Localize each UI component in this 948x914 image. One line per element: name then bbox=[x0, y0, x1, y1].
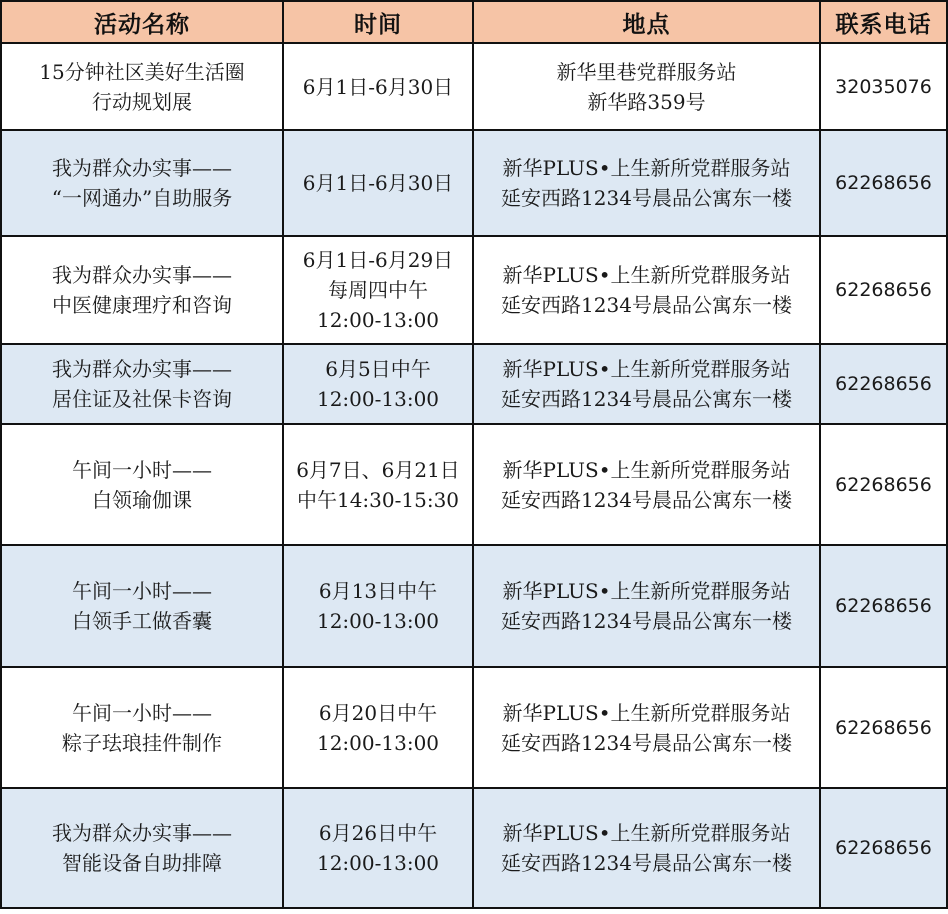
location-line: 延安西路1234号晨品公寓东一楼 bbox=[501, 293, 792, 317]
name-line: 我为群众办实事—— bbox=[52, 821, 232, 845]
name-line: 午间一小时—— bbox=[72, 457, 212, 482]
table-row bbox=[1, 667, 947, 788]
location-line: 新华PLUS•上生新所党群服务站 bbox=[502, 156, 791, 180]
cell-activity-name bbox=[1, 545, 283, 667]
location-line: 延安西路1234号晨品公寓东一楼 bbox=[501, 186, 792, 210]
table-row bbox=[1, 424, 947, 545]
time-line: 6月7日、6月21日 bbox=[296, 457, 460, 482]
header-activity-name: 活动名称 bbox=[1, 1, 283, 43]
cell-time bbox=[283, 788, 473, 908]
time-line: 6月13日中午 bbox=[318, 579, 438, 603]
cell-time bbox=[283, 424, 473, 545]
name-line: 居住证及社保卡咨询 bbox=[52, 387, 232, 411]
time-line: 12:00-13:00 bbox=[316, 851, 440, 875]
cell-phone: 62268656 bbox=[820, 788, 947, 908]
name-line: 我为群众办实事—— bbox=[52, 156, 232, 180]
cell-location bbox=[473, 236, 820, 344]
header-location: 地点 bbox=[473, 1, 820, 43]
name-line: “一网通办”自助服务 bbox=[51, 186, 233, 210]
cell-location bbox=[473, 788, 820, 908]
location-line: 新华PLUS•上生新所党群服务站 bbox=[502, 579, 791, 603]
cell-time bbox=[283, 545, 473, 667]
cell-location bbox=[473, 130, 820, 236]
time-line: 12:00-13:00 bbox=[316, 387, 440, 411]
location-line: 延安西路1234号晨品公寓东一楼 bbox=[501, 730, 792, 755]
time-line: 12:00-13:00 bbox=[316, 730, 440, 755]
time-line: 12:00-13:00 bbox=[316, 308, 440, 332]
location-line: 新华PLUS•上生新所党群服务站 bbox=[502, 357, 791, 381]
time-line: 12:00-13:00 bbox=[316, 609, 440, 633]
cell-phone: 32035076 bbox=[820, 43, 947, 130]
cell-location bbox=[473, 545, 820, 667]
table-row bbox=[1, 788, 947, 908]
name-line: 白领瑜伽课 bbox=[92, 487, 192, 512]
table-row bbox=[1, 130, 947, 236]
name-line: 行动规划展 bbox=[92, 89, 192, 114]
time-line: 6月20日中午 bbox=[318, 700, 438, 725]
table-row bbox=[1, 344, 947, 424]
cell-time bbox=[283, 130, 473, 236]
location-line: 新华PLUS•上生新所党群服务站 bbox=[502, 263, 791, 287]
name-line: 午间一小时—— bbox=[72, 579, 212, 603]
cell-phone: 62268656 bbox=[820, 424, 947, 545]
cell-activity-name bbox=[1, 788, 283, 908]
time-line: 6月1日-6月30日 bbox=[302, 74, 454, 99]
cell-time bbox=[283, 344, 473, 424]
header-time: 时间 bbox=[283, 1, 473, 43]
location-line: 新华PLUS•上生新所党群服务站 bbox=[502, 700, 791, 725]
cell-activity-name bbox=[1, 344, 283, 424]
header-phone: 联系电话 bbox=[820, 1, 947, 43]
name-line: 中医健康理疗和咨询 bbox=[52, 293, 232, 317]
location-line: 新华PLUS•上生新所党群服务站 bbox=[502, 457, 791, 482]
cell-activity-name bbox=[1, 43, 283, 130]
name-line: 15分钟社区美好生活圈 bbox=[39, 59, 245, 84]
table-row bbox=[1, 43, 947, 130]
name-line: 白领手工做香囊 bbox=[72, 609, 212, 633]
location-line: 新华里巷党群服务站 bbox=[556, 59, 737, 84]
cell-phone: 62268656 bbox=[820, 130, 947, 236]
location-line: 延安西路1234号晨品公寓东一楼 bbox=[501, 487, 792, 512]
time-line: 中午14:30-15:30 bbox=[296, 487, 460, 512]
name-line: 粽子珐琅挂件制作 bbox=[62, 730, 222, 755]
cell-time bbox=[283, 43, 473, 130]
cell-activity-name bbox=[1, 424, 283, 545]
location-line: 新华路359号 bbox=[587, 89, 706, 114]
header-row bbox=[1, 1, 947, 43]
location-line: 延安西路1234号晨品公寓东一楼 bbox=[501, 851, 792, 875]
location-line: 延安西路1234号晨品公寓东一楼 bbox=[501, 387, 792, 411]
cell-phone: 62268656 bbox=[820, 236, 947, 344]
location-line: 延安西路1234号晨品公寓东一楼 bbox=[501, 609, 792, 633]
cell-phone: 62268656 bbox=[820, 545, 947, 667]
location-line: 新华PLUS•上生新所党群服务站 bbox=[502, 821, 791, 845]
name-line: 我为群众办实事—— bbox=[52, 357, 232, 381]
cell-location bbox=[473, 424, 820, 545]
time-line: 每周四中午 bbox=[328, 278, 428, 302]
cell-time bbox=[283, 667, 473, 788]
cell-activity-name bbox=[1, 130, 283, 236]
cell-phone: 62268656 bbox=[820, 344, 947, 424]
time-line: 6月1日-6月30日 bbox=[302, 171, 454, 195]
time-line: 6月1日-6月29日 bbox=[302, 248, 454, 272]
table-row bbox=[1, 545, 947, 667]
table-row bbox=[1, 236, 947, 344]
name-line: 午间一小时—— bbox=[72, 700, 212, 725]
cell-location bbox=[473, 667, 820, 788]
cell-location bbox=[473, 344, 820, 424]
cell-phone: 62268656 bbox=[820, 667, 947, 788]
time-line: 6月5日中午 bbox=[325, 357, 431, 381]
cell-activity-name bbox=[1, 236, 283, 344]
time-line: 6月26日中午 bbox=[318, 821, 438, 845]
name-line: 智能设备自助排障 bbox=[62, 851, 222, 875]
cell-time bbox=[283, 236, 473, 344]
cell-location bbox=[473, 43, 820, 130]
name-line: 我为群众办实事—— bbox=[52, 263, 232, 287]
cell-activity-name bbox=[1, 667, 283, 788]
